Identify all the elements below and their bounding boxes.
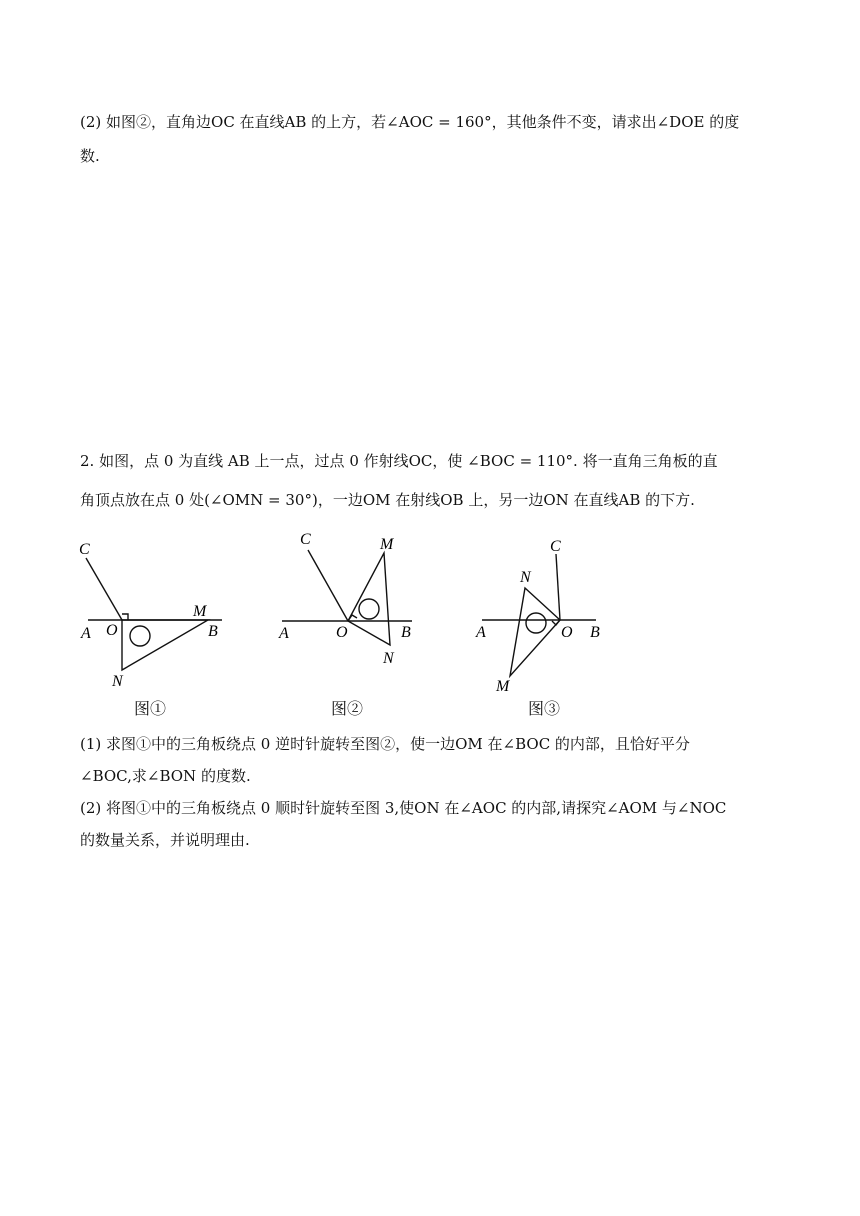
figure-2: [270, 525, 440, 700]
problem2-line2: 角顶点放在点 0 处(∠OMN = 30°)，一边OM 在射线OB 上，另一边ON 在直线AB 的下方.: [80, 491, 695, 509]
fig3-label-a: A: [476, 624, 486, 641]
fig2-label-a: A: [279, 625, 289, 642]
problem1-part2-line1: (2) 如图②，直角边OC 在直线AB 的上方，若∠AOC = 160°，其他条件不变，请求出∠DOE 的度: [80, 113, 740, 131]
fig3-label-c: C: [550, 538, 561, 555]
figure-2-caption: 图②: [331, 699, 364, 718]
fig2-label-m: M: [380, 536, 394, 553]
figure-3-caption: 图③: [528, 699, 561, 718]
fig3-label-n: N: [520, 569, 531, 586]
fig2-label-o: O: [336, 624, 348, 641]
problem2-line1: 2. 如图，点 0 为直线 AB 上一点，过点 0 作射线OC，使 ∠BOC = 110°. 将一直角三角板的直: [80, 452, 718, 470]
fig1-label-b: B: [208, 623, 218, 640]
fig1-label-n: N: [112, 673, 123, 690]
problem1-part2-line2: 数.: [80, 147, 100, 165]
problem2-q2-line1: (2) 将图①中的三角板绕点 0 顺时针旋转至图 3,使ON 在∠AOC 的内部,请探究∠AOM 与∠NOC: [80, 799, 727, 817]
figure-1: [70, 530, 240, 700]
figure-3: [470, 530, 640, 700]
fig2-label-n: N: [383, 650, 394, 667]
problem2-q1-line2: ∠BOC,求∠BON 的度数.: [80, 767, 251, 785]
fig1-label-m: M: [193, 603, 207, 620]
fig1-label-a: A: [81, 625, 91, 642]
problem2-q2-line2: 的数量关系，并说明理由.: [80, 831, 250, 849]
fig3-label-o: O: [561, 624, 573, 641]
fig2-label-b: B: [401, 624, 411, 641]
fig3-label-m: M: [496, 678, 510, 695]
problem2-q1-line1: (1) 求图①中的三角板绕点 0 逆时针旋转至图②，使一边OM 在∠BOC 的内部，且恰好平分: [80, 735, 690, 753]
fig2-label-c: C: [300, 531, 311, 548]
figure-1-caption: 图①: [134, 699, 167, 718]
fig1-label-o: O: [106, 622, 118, 639]
fig3-label-b: B: [590, 624, 600, 641]
fig1-label-c: C: [79, 541, 90, 558]
